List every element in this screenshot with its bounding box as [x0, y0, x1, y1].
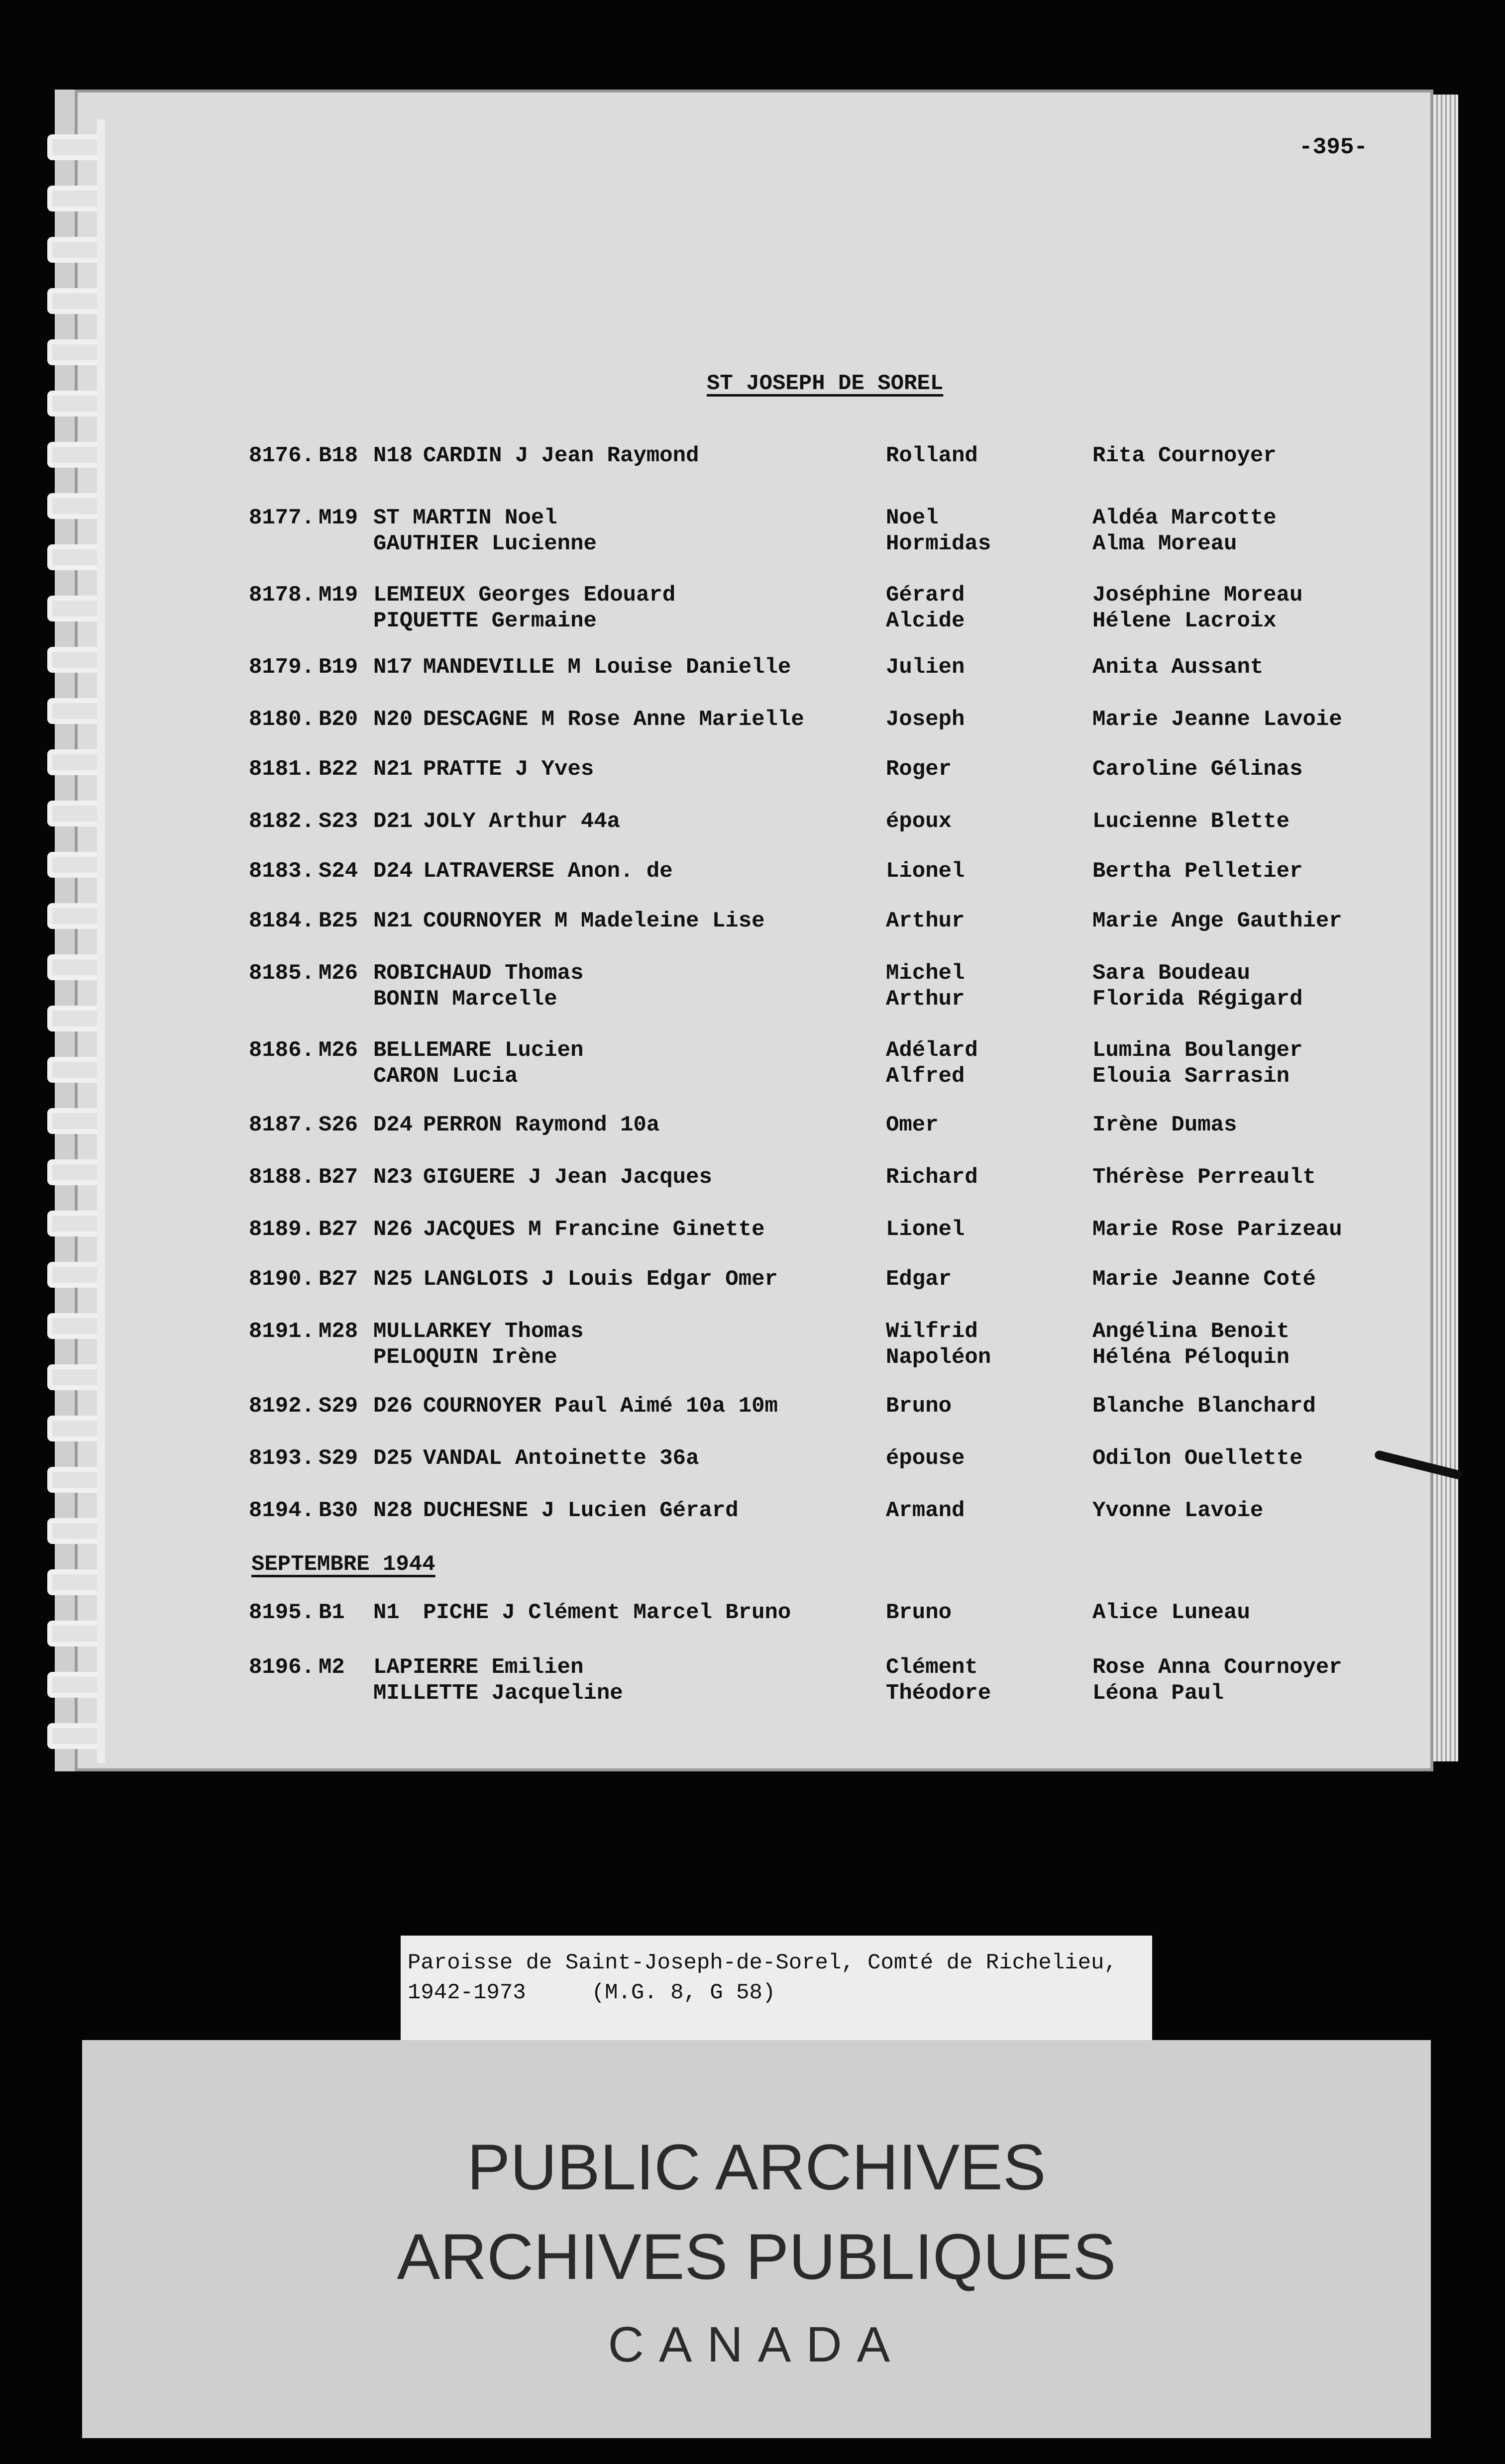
entry-number: 8196. — [249, 1655, 315, 1680]
entry-mother: Odilon Ouellette — [1092, 1446, 1303, 1471]
entry-number: 8188. — [249, 1165, 315, 1190]
entry-type: M2 — [319, 1655, 345, 1680]
entry-number: 8191. — [249, 1319, 315, 1344]
entry-number: 8194. — [249, 1498, 315, 1523]
entry-name: PERRON Raymond 10a — [423, 1113, 660, 1137]
entry-father: Edgar — [886, 1267, 952, 1292]
binding-ring — [47, 1211, 147, 1236]
entry-name: LATRAVERSE Anon. de — [423, 859, 673, 884]
entry-father: Gérard — [886, 583, 965, 608]
entry-mother: Marie Jeanne Lavoie — [1092, 707, 1342, 732]
binding-ring — [47, 186, 147, 211]
entry-number: 8184. — [249, 909, 315, 933]
entry-father: Rolland — [886, 443, 978, 468]
binding-ring — [47, 801, 147, 826]
entry-father: Adélard — [886, 1038, 978, 1063]
entry-number: 8178. — [249, 583, 315, 608]
entry-mother-second: Elouia Sarrasin — [1092, 1064, 1290, 1089]
entry-type: B27 — [319, 1217, 358, 1242]
entry-father-second: Théodore — [886, 1681, 991, 1706]
entry-type: M28 — [319, 1319, 358, 1344]
archive-label-line1: Paroisse de Saint-Joseph-de-Sorel, Comté de Richelieu, — [408, 1951, 1117, 1975]
entry-mother: Sara Boudeau — [1092, 961, 1250, 986]
entry-number: 8187. — [249, 1113, 315, 1137]
entry-father: Joseph — [886, 707, 965, 732]
binding-ring — [47, 134, 147, 160]
entry-type: B25 — [319, 909, 358, 933]
entry-mother: Aldéa Marcotte — [1092, 506, 1277, 530]
entry-number: 8190. — [249, 1267, 315, 1292]
entry-number: 8193. — [249, 1446, 315, 1471]
entry-name-second: GAUTHIER Lucienne — [373, 531, 597, 556]
entry-name-second: MILLETTE Jacqueline — [373, 1681, 623, 1706]
entry-subcode: N20 — [373, 707, 413, 732]
binding-ring — [47, 493, 147, 519]
entry-father: épouse — [886, 1446, 965, 1471]
entry-father-second: Napoléon — [886, 1345, 991, 1370]
entry-type: M26 — [319, 1038, 358, 1063]
binding-ring — [47, 903, 147, 929]
entry-father: Michel — [886, 961, 965, 986]
binding-ring — [47, 1518, 147, 1544]
entry-father: Clément — [886, 1655, 978, 1680]
entry-mother-second: Florida Régigard — [1092, 987, 1303, 1012]
entry-name: CARDIN J Jean Raymond — [423, 443, 699, 468]
entry-father-second: Arthur — [886, 987, 965, 1012]
entry-subcode: N1 — [373, 1600, 400, 1625]
entry-type: B19 — [319, 655, 358, 680]
entry-mother: Lumina Boulanger — [1092, 1038, 1303, 1063]
entry-number: 8180. — [249, 707, 315, 732]
entry-type: M19 — [319, 583, 358, 608]
entry-father: Julien — [886, 655, 965, 680]
binding-ring — [47, 954, 147, 980]
entry-type: B1 — [319, 1600, 345, 1625]
binding-ring — [47, 442, 147, 468]
entry-name-second: PELOQUIN Irène — [373, 1345, 557, 1370]
binding-ring — [47, 1416, 147, 1441]
entry-mother-second: Hélene Lacroix — [1092, 609, 1277, 633]
entry-name: ROBICHAUD Thomas — [373, 961, 584, 986]
entry-mother: Thérèse Perreault — [1092, 1165, 1316, 1190]
entry-father: Richard — [886, 1165, 978, 1190]
entry-name-second: PIQUETTE Germaine — [373, 609, 597, 633]
binding-ring — [47, 1621, 147, 1646]
stamp-line-archives-publiques: ARCHIVES PUBLIQUES — [397, 2220, 1116, 2293]
binding-ring — [47, 1262, 147, 1288]
binding-ring — [47, 647, 147, 673]
entry-number: 8192. — [249, 1394, 315, 1419]
entry-name: COURNOYER Paul Aimé 10a 10m — [423, 1394, 778, 1419]
entry-name: DUCHESNE J Lucien Gérard — [423, 1498, 739, 1523]
entry-name: JACQUES M Francine Ginette — [423, 1217, 765, 1242]
binding-ring — [47, 1108, 147, 1134]
entry-number: 8195. — [249, 1600, 315, 1625]
binding-ring — [47, 1006, 147, 1031]
binding-ring — [47, 1057, 147, 1083]
entry-subcode: N21 — [373, 757, 413, 782]
entry-mother: Angélina Benoit — [1092, 1319, 1290, 1344]
entry-subcode: N26 — [373, 1217, 413, 1242]
binding-ring — [47, 749, 147, 775]
entry-subcode: D24 — [373, 1113, 413, 1137]
entry-type: S29 — [319, 1446, 358, 1471]
entry-mother: Anita Aussant — [1092, 655, 1264, 680]
page-number: -395- — [1299, 134, 1368, 160]
entry-name: MANDEVILLE M Louise Danielle — [423, 655, 791, 680]
entry-name-second: BONIN Marcelle — [373, 987, 557, 1012]
entry-name: VANDAL Antoinette 36a — [423, 1446, 699, 1471]
entry-name: MULLARKEY Thomas — [373, 1319, 584, 1344]
entry-father-second: Alcide — [886, 609, 965, 633]
entry-type: S24 — [319, 859, 358, 884]
page-title: ST JOSEPH DE SOREL — [707, 371, 944, 396]
entry-father: Noel — [886, 506, 939, 530]
entry-name: ST MARTIN Noel — [373, 506, 557, 530]
binding-ring — [47, 698, 147, 724]
entry-name: PRATTE J Yves — [423, 757, 594, 782]
entry-mother: Yvonne Lavoie — [1092, 1498, 1264, 1523]
entry-mother: Marie Rose Parizeau — [1092, 1217, 1342, 1242]
entry-father: époux — [886, 809, 952, 834]
entry-father-second: Hormidas — [886, 531, 991, 556]
binding-ring — [47, 1569, 147, 1595]
entry-subcode: D25 — [373, 1446, 413, 1471]
entry-type: B18 — [319, 443, 358, 468]
binding-ring — [47, 1723, 147, 1749]
entry-subcode: D26 — [373, 1394, 413, 1419]
entry-mother: Alice Luneau — [1092, 1600, 1250, 1625]
entry-mother-second: Héléna Péloquin — [1092, 1345, 1290, 1370]
entry-name: GIGUERE J Jean Jacques — [423, 1165, 712, 1190]
entry-number: 8186. — [249, 1038, 315, 1063]
entry-father: Armand — [886, 1498, 965, 1523]
binding-ring — [47, 1313, 147, 1339]
entry-type: S29 — [319, 1394, 358, 1419]
entry-name: DESCAGNE M Rose Anne Marielle — [423, 707, 804, 732]
archive-label-line2: 1942-1973 (M.G. 8, G 58) — [408, 1980, 776, 2005]
entry-mother: Marie Ange Gauthier — [1092, 909, 1342, 933]
entry-subcode: N23 — [373, 1165, 413, 1190]
stamp-line-canada: CANADA — [608, 2317, 905, 2372]
binding-ring — [47, 1364, 147, 1390]
entry-name: COURNOYER M Madeleine Lise — [423, 909, 765, 933]
entry-mother: Marie Jeanne Coté — [1092, 1267, 1316, 1292]
entry-subcode: N18 — [373, 443, 413, 468]
entry-type: B27 — [319, 1267, 358, 1292]
entry-number: 8183. — [249, 859, 315, 884]
entry-mother: Rose Anna Cournoyer — [1092, 1655, 1342, 1680]
entry-mother: Rita Cournoyer — [1092, 443, 1277, 468]
entry-father-second: Alfred — [886, 1064, 965, 1089]
binding-ring — [47, 391, 147, 416]
entry-name: JOLY Arthur 44a — [423, 809, 621, 834]
entry-number: 8189. — [249, 1217, 315, 1242]
month-header: SEPTEMBRE 1944 — [251, 1552, 435, 1577]
entry-subcode: N28 — [373, 1498, 413, 1523]
entry-father: Omer — [886, 1113, 939, 1137]
entry-number: 8177. — [249, 506, 315, 530]
entry-mother-second: Léona Paul — [1092, 1681, 1224, 1706]
binding-ring — [47, 339, 147, 365]
entry-mother: Blanche Blanchard — [1092, 1394, 1316, 1419]
archive-label — [401, 1936, 1152, 2040]
entry-name-second: CARON Lucia — [373, 1064, 518, 1089]
page-stack-edge — [1433, 95, 1458, 1761]
entry-number: 8176. — [249, 443, 315, 468]
binding-ring — [47, 1467, 147, 1493]
binding-ring — [47, 544, 147, 570]
entry-number: 8185. — [249, 961, 315, 986]
entry-name: PICHE J Clément Marcel Bruno — [423, 1600, 791, 1625]
entry-mother: Joséphine Moreau — [1092, 583, 1303, 608]
entry-type: B27 — [319, 1165, 358, 1190]
entry-subcode: N21 — [373, 909, 413, 933]
entry-father: Arthur — [886, 909, 965, 933]
entry-number: 8182. — [249, 809, 315, 834]
entry-father: Wilfrid — [886, 1319, 978, 1344]
entry-subcode: N25 — [373, 1267, 413, 1292]
entry-father: Lionel — [886, 1217, 965, 1242]
entry-mother: Bertha Pelletier — [1092, 859, 1303, 884]
entry-mother-second: Alma Moreau — [1092, 531, 1237, 556]
entry-name: LANGLOIS J Louis Edgar Omer — [423, 1267, 778, 1292]
entry-type: S26 — [319, 1113, 358, 1137]
binding-ring — [47, 237, 147, 263]
entry-type: B22 — [319, 757, 358, 782]
binding-ring — [47, 596, 147, 621]
entry-type: B30 — [319, 1498, 358, 1523]
entry-number: 8179. — [249, 655, 315, 680]
entry-mother: Lucienne Blette — [1092, 809, 1290, 834]
entry-number: 8181. — [249, 757, 315, 782]
binding-ring — [47, 288, 147, 314]
archives-stamp — [82, 2040, 1431, 2438]
entry-type: M26 — [319, 961, 358, 986]
entry-name: LAPIERRE Emilien — [373, 1655, 584, 1680]
entry-subcode: D24 — [373, 859, 413, 884]
binding-ring — [47, 1159, 147, 1185]
entry-subcode: D21 — [373, 809, 413, 834]
entry-name: BELLEMARE Lucien — [373, 1038, 584, 1063]
entry-type: S23 — [319, 809, 358, 834]
entry-father: Bruno — [886, 1600, 952, 1625]
entry-mother: Irène Dumas — [1092, 1113, 1237, 1137]
entry-name: LEMIEUX Georges Edouard — [373, 583, 676, 608]
entry-type: B20 — [319, 707, 358, 732]
entry-mother: Caroline Gélinas — [1092, 757, 1303, 782]
entry-father: Roger — [886, 757, 952, 782]
entry-subcode: N17 — [373, 655, 413, 680]
entry-type: M19 — [319, 506, 358, 530]
entry-father: Lionel — [886, 859, 965, 884]
binding-ring — [47, 852, 147, 878]
entry-father: Bruno — [886, 1394, 952, 1419]
stamp-line-public-archives: PUBLIC ARCHIVES — [467, 2131, 1046, 2203]
binding-ring — [47, 1672, 147, 1698]
